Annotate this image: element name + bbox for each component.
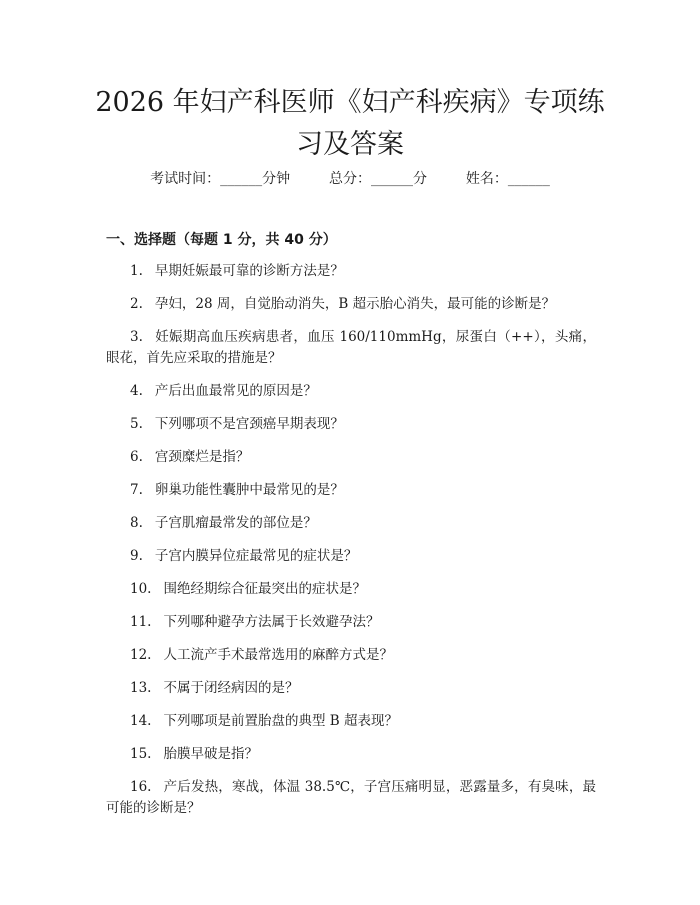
total-score-field: 总分：______分 [329,171,427,187]
question-text: 妊娠期高血压疾病患者，血压 160/110mmHg，尿蛋白（++），头痛，眼花，首先应采取的措施是？ [106,329,596,366]
document-title: 2026 年妇产科医师《妇产科疾病》专项练习及答案 [95,87,605,160]
question-item [106,513,596,534]
question-number: 8. [130,515,143,531]
question-text: 围绝经期综合征最突出的症状是？ [163,581,366,597]
question-number: 15. [130,746,152,762]
section-heading: 一、选择题（每题 1 分，共 40 分） [106,232,337,248]
question-text: 下列哪项是前置胎盘的典型 B 超表现？ [163,713,398,729]
question-number: 9. [130,548,143,564]
question-number: 11. [130,614,152,630]
question-item [106,261,596,282]
question-item [106,612,596,633]
question-text: 早期妊娠最可靠的诊断方法是？ [154,263,344,279]
question-item [106,711,596,732]
exam-time-field: 考试时间：______分钟 [150,171,291,187]
question-item [106,294,596,315]
question-text: 人工流产手术最常选用的麻醉方式是？ [163,647,393,663]
question-text: 宫颈糜烂是指？ [154,449,250,465]
question-number: 16. [130,779,152,795]
question-number: 5. [130,416,143,432]
question-item [106,327,596,369]
question-text: 孕妇，28 周，自觉胎动消失，B 超示胎心消失，最可能的诊断是？ [154,296,556,312]
question-number: 14. [130,713,152,729]
question-text: 子宫肌瘤最常发的部位是？ [154,515,317,531]
question-item [106,678,596,699]
question-number: 1. [130,263,143,279]
question-text: 下列哪种避孕方法属于长效避孕法？ [163,614,380,630]
question-number: 7. [130,482,143,498]
question-item [106,777,596,819]
question-item [106,645,596,666]
question-text: 产后出血最常见的原因是？ [154,383,317,399]
question-item [106,447,596,468]
question-number: 12. [130,647,152,663]
question-number: 13. [130,680,152,696]
question-item [106,546,596,567]
question-item [106,480,596,501]
question-text: 胎膜早破是指？ [163,746,258,762]
question-number: 2. [130,296,143,312]
question-number: 3. [130,329,143,345]
question-item [106,414,596,435]
question-text: 卵巢功能性囊肿中最常见的是？ [154,482,344,498]
question-number: 6. [130,449,143,465]
question-item [106,381,596,402]
question-list [106,261,596,831]
name-field: 姓名：______ [465,171,550,187]
question-item [106,744,596,765]
question-text: 下列哪项不是宫颈癌早期表现？ [154,416,344,432]
question-text: 不属于闭经病因的是？ [163,680,299,696]
question-number: 10. [130,581,152,597]
question-text: 产后发热，寒战，体温 38.5℃，子宫压痛明显，恶露量多，有臭味，最可能的诊断是？ [106,779,596,816]
exam-meta [0,169,700,189]
question-text: 子宫内膜异位症最常见的症状是？ [154,548,358,564]
question-number: 4. [130,383,143,399]
question-item [106,579,596,600]
